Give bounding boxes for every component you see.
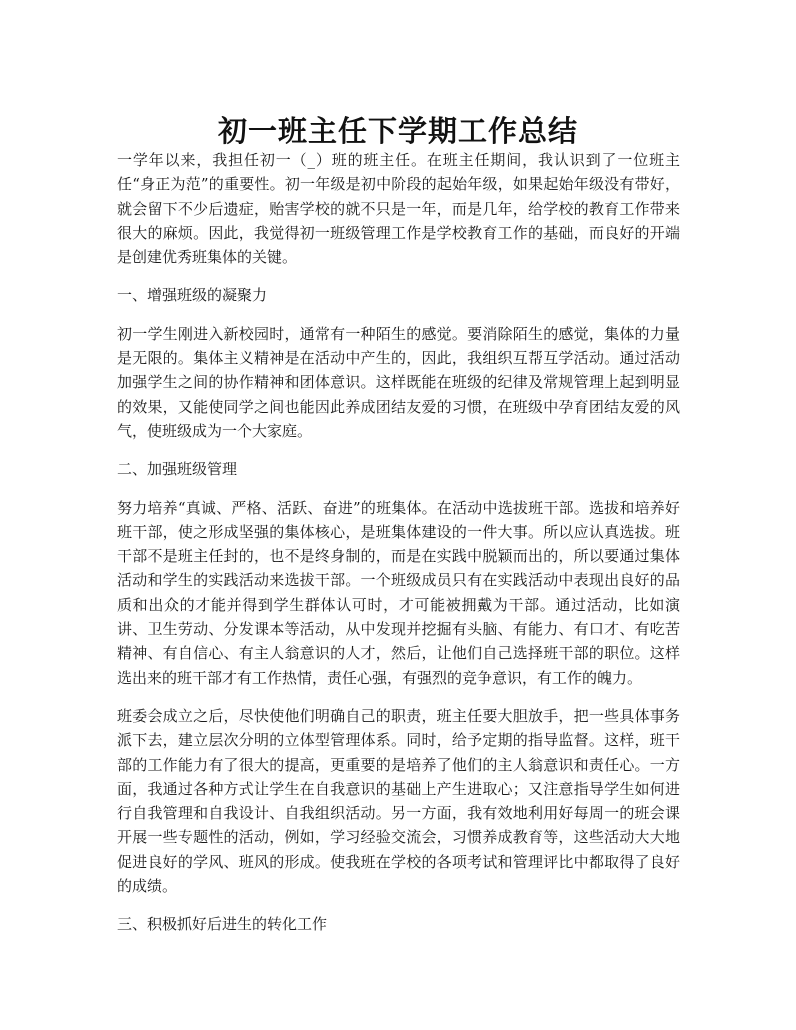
section-1-paragraph: 初一学生刚进入新校园时，通常有一种陌生的感觉。要消除陌生的感觉，集体的力量是无限的。集体主义精神是在活动中产生的，因此，我组织互帮互学活动。通过活动加强学生之间的协作精神和团体意识。这样既能在班级的纪律及常规管理上起到明显的效果，又能使同学之间也能因此养成团结友爱的习惯，在班级中孕育团结友爱的风气，使班级成为一个大家庭。	[117, 324, 680, 440]
document-body	[117, 148, 680, 951]
section-2-paragraph-1: 努力培养“真诚、严格、活跃、奋进”的班集体。在活动中选拔班干部。选拔和培养好班干部，使之形成坚强的集体核心，是班集体建设的一件大事。所以应认真选拔。班干部不是班主任封的，也不是终身制的，而是在实践中脱颖而出的，所以要通过集体活动和学生的实践活动来选拔干部。一个班级成员只有在实践活动中表现出良好的品质和出众的才能并得到学生群体认可时，才可能被拥戴为干部。通过活动，比如演讲、卫生劳动、分发课本等活动，从中发现并挖掘有头脑、有能力、有口才、有吃苦精神、有自信心、有主人翁意识的人才，然后，让他们自己选择班干部的职位。这样选出来的班干部才有工作热情，责任心强，有强烈的竞争意识，有工作的魄力。	[117, 498, 680, 687]
intro-paragraph: 一学年以来，我担任初一（_）班的班主任。在班主任期间，我认识到了一位班主任“身正为范”的重要性。初一年级是初中阶段的起始年级，如果起始年级没有带好，就会留下不少后遗症，贻害学校的就不只是一年，而是几年，给学校的教育工作带来很大的麻烦。因此，我觉得初一班级管理工作是学校教育工作的基础，而良好的开端是创建优秀班集体的关键。	[117, 151, 680, 267]
section-2-paragraph-2: 班委会成立之后，尽快使他们明确自己的职责，班主任要大胆放手，把一些具体事务派下去，建立层次分明的立体型管理体系。同时，给予定期的指导监督。这样，班干部的工作能力有了很大的提高，更重要的是培养了他们的主人翁意识和责任心。一方面，我通过各种方式让学生在自我意识的基础上产生进取心；又注意指导学生如何进行自我管理和自我设计、自我组织活动。另一方面，我有效地利用好每周一的班会课开展一些专题性的活动，例如，学习经验交流会，习惯养成教育等，这些活动大大地促进良好的学风、班风的形成。使我班在学校的各项考试和管理评比中都取得了良好的成绩。	[117, 706, 680, 896]
section-heading-2: 二、加强班级管理	[117, 460, 238, 479]
section-heading-3: 三、积极抓好后进生的转化工作	[117, 915, 328, 934]
document-title: 初一班主任下学期工作总结	[217, 114, 578, 149]
section-heading-1: 一、增强班级的凝聚力	[117, 286, 268, 305]
